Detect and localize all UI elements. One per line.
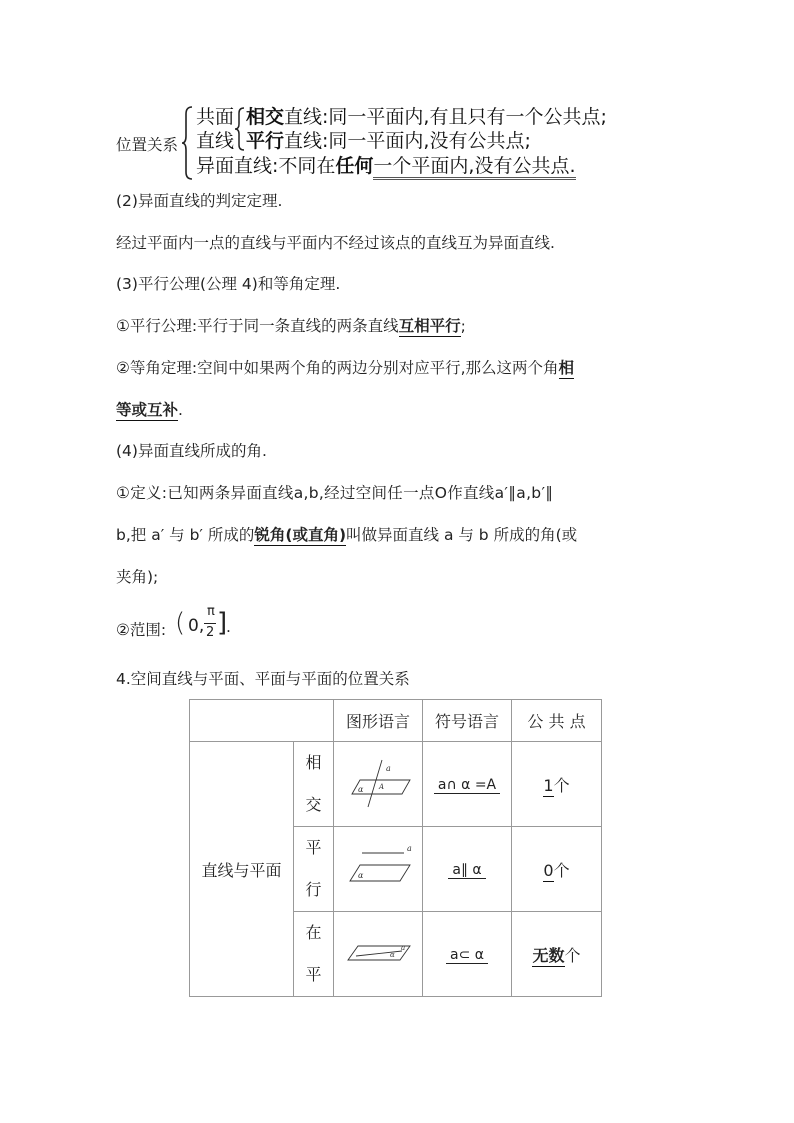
points-answer: 无数 [532, 945, 565, 965]
header-blank [190, 700, 334, 742]
definition-line2-post: 叫做异面直线 a 与 b 所成的角(或 [346, 526, 578, 544]
row-type-intersect [294, 742, 334, 827]
row-skew [196, 155, 576, 177]
symbol-answer: a⊂ α [446, 947, 488, 964]
row-parallel [246, 130, 531, 152]
equal-angle-theorem-cont [116, 400, 183, 420]
row-type-char: 平 [305, 965, 322, 984]
table-row [190, 742, 602, 827]
parallel-axiom-end: ; [460, 317, 466, 335]
points-answer: 1 [543, 775, 554, 795]
row-intersect [246, 106, 607, 128]
row-type-char: 行 [305, 880, 322, 899]
figure-in-plane [334, 912, 423, 997]
figure-parallel [334, 827, 423, 912]
line-a-label: a [407, 844, 412, 853]
range-line [116, 606, 256, 646]
parallel-axiom-text: ①平行公理:平行于同一条直线的两条直线 [116, 317, 399, 335]
point-A-label: A [379, 783, 385, 791]
row-line-label: 直线 [196, 130, 235, 152]
symbol-intersect [423, 742, 512, 827]
range-fraction-bar [204, 623, 216, 624]
row-type-in-plane [294, 912, 334, 997]
points-unit: 个 [553, 775, 570, 795]
line-a-label: a [386, 764, 391, 773]
outer-brace [182, 106, 194, 180]
row-intersect-text: 直线:同一平面内,有且只有一个公共点; [284, 106, 607, 128]
definition-line3: 夹角); [116, 568, 159, 586]
definition-line2 [116, 525, 577, 545]
row-type-char: 平 [305, 838, 322, 857]
section2-body: 经过平面内一点的直线与平面内不经过该点的直线互为异面直线. [116, 234, 555, 252]
range-pi: π [207, 604, 215, 619]
section3-title: (3)平行公理(公理 4)和等角定理. [116, 275, 341, 293]
points-unit: 个 [553, 860, 570, 880]
symbol-answer: a∩ α =A [434, 777, 500, 794]
parallel-figure [338, 837, 418, 897]
row-coplanar-label: 共面 [196, 106, 235, 128]
row-type-parallel [294, 827, 334, 912]
points-in-plane [512, 912, 602, 997]
range-open-paren: ( [175, 608, 186, 638]
header-figure: 图形语言 [334, 700, 423, 742]
line-a-label: a [401, 944, 406, 952]
range-end: . [226, 618, 231, 636]
plane-alpha-label: α [390, 951, 395, 959]
equal-angle-end: . [178, 401, 183, 419]
plane-alpha-label: α [358, 871, 364, 880]
table-header-row [190, 700, 602, 742]
term-any: 任何 [335, 155, 374, 177]
header-symbol: 符号语言 [423, 700, 512, 742]
row-type-char: 在 [305, 923, 322, 942]
figure-intersect [334, 742, 423, 827]
heading-4: 4.空间直线与平面、平面与平面的位置关系 [116, 670, 410, 688]
range-two: 2 [206, 625, 215, 640]
equal-angle-answer-a: 相 [558, 359, 575, 377]
equal-angle-theorem [116, 358, 574, 378]
inner-brace [235, 107, 245, 151]
row-type-char: 相 [305, 753, 322, 772]
definition-line2-pre: b,把 a′ 与 b′ 所成的 [116, 526, 255, 544]
points-intersect [512, 742, 602, 827]
section2-title: (2)异面直线的判定定理. [116, 192, 283, 210]
group-line-plane: 直线与平面 [190, 742, 294, 997]
header-common-points: 公 共 点 [512, 700, 602, 742]
intersect-figure [338, 752, 418, 812]
range-label: ②范围: [116, 621, 167, 639]
row-skew-pre: 异面直线:不同在 [196, 155, 336, 177]
parallel-axiom [116, 316, 466, 336]
in-plane-figure [338, 922, 418, 982]
definition-answer: 锐角(或直角) [254, 526, 347, 544]
position-table [189, 699, 602, 997]
points-answer: 0 [543, 860, 554, 880]
parallel-axiom-answer: 互相平行 [398, 317, 461, 335]
range-close-bracket: ] [217, 608, 228, 638]
row-parallel-text: 直线:同一平面内,没有公共点; [284, 130, 531, 152]
range-zero: 0, [188, 616, 205, 636]
equal-angle-answer-b: 等或互补 [116, 401, 179, 419]
symbol-parallel [423, 827, 512, 912]
classification-block [116, 104, 676, 184]
definition-line1: ①定义:已知两条异面直线a,b,经过空间任一点O作直线a′∥a,b′∥ [116, 484, 554, 502]
points-unit: 个 [564, 945, 581, 965]
section4-title: (4)异面直线所成的角. [116, 442, 267, 460]
symbol-answer: a∥ α [448, 862, 485, 879]
plane-alpha-label: α [358, 785, 364, 794]
term-intersect: 相交 [246, 106, 285, 128]
side-label: 位置关系 [116, 136, 179, 154]
term-parallel: 平行 [246, 130, 285, 152]
row-type-char: 交 [305, 795, 322, 814]
row-skew-text: 一个平面内,没有公共点. [373, 155, 575, 180]
points-parallel [512, 827, 602, 912]
equal-angle-text: ②等角定理:空间中如果两个角的两边分别对应平行,那么这两个角 [116, 359, 559, 377]
symbol-in-plane [423, 912, 512, 997]
